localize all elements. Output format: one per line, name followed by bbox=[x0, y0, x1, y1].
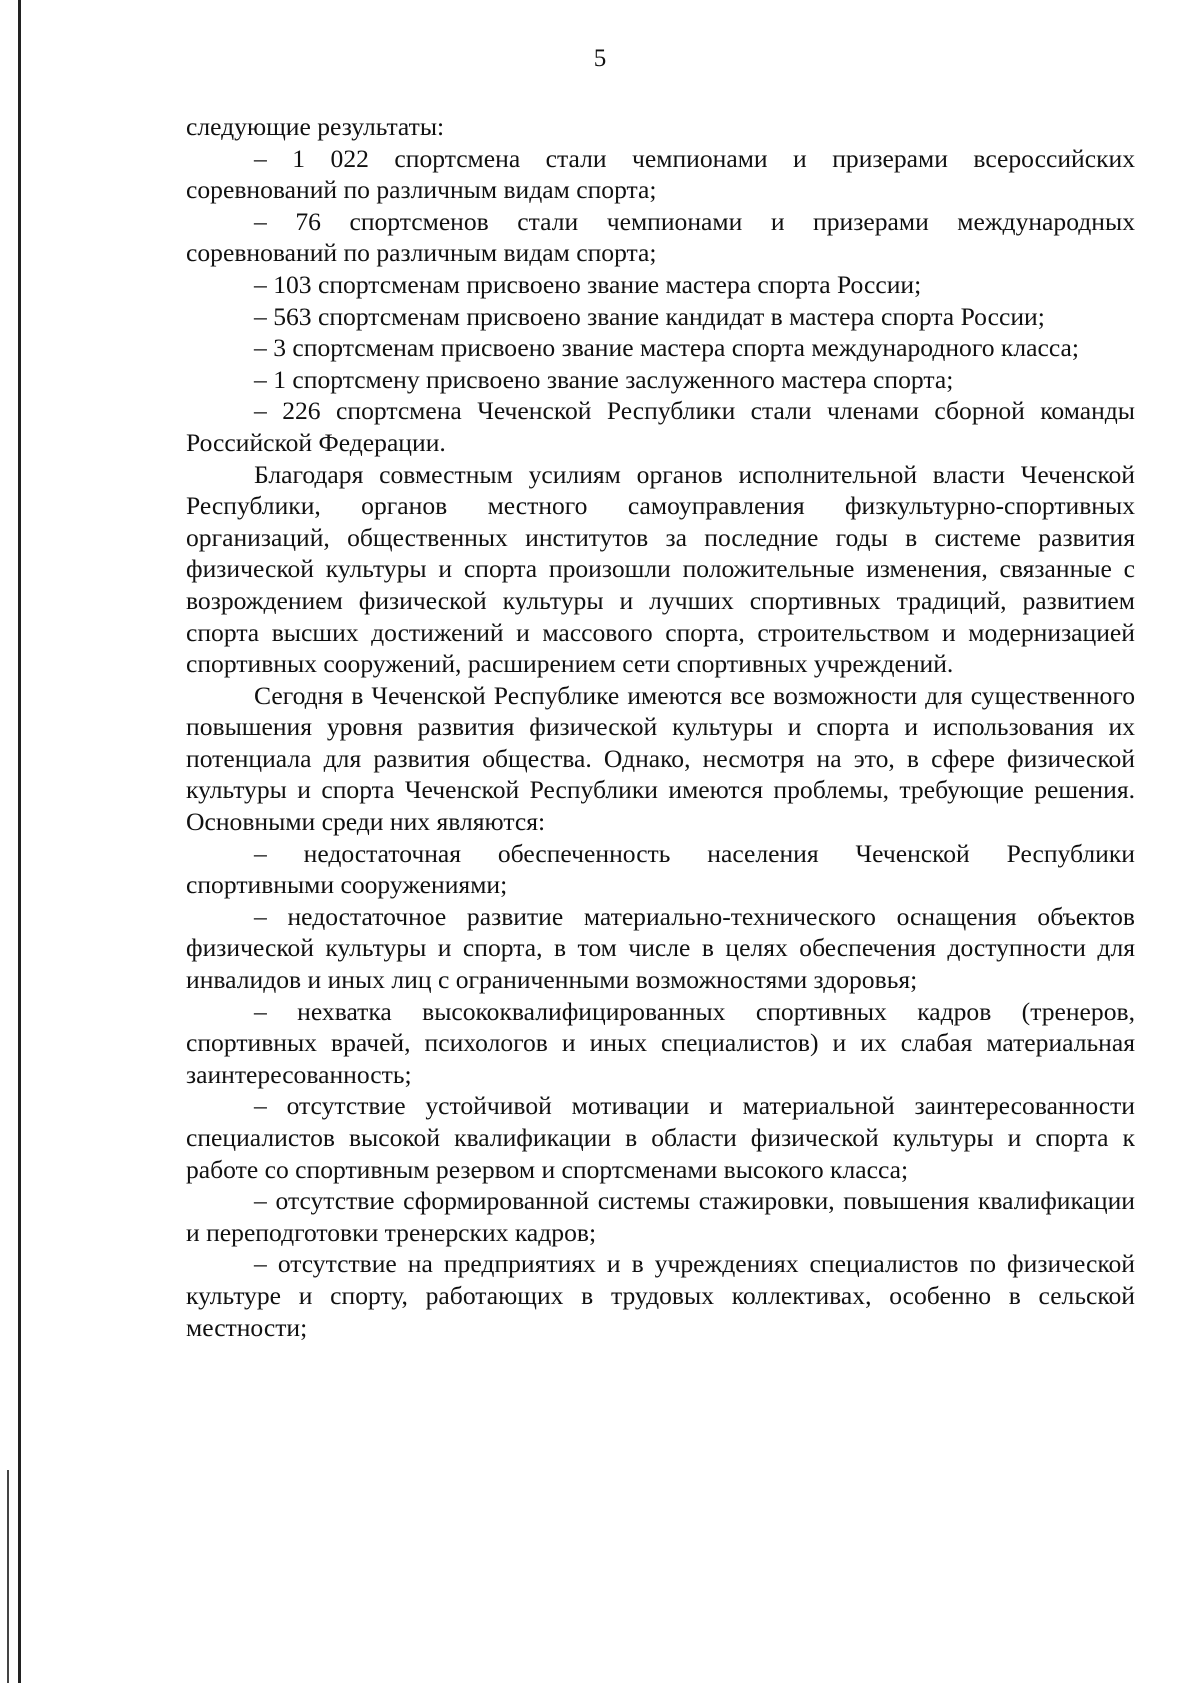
list-item: – отсутствие устойчивой мотивации и материальной заинтересованности специалистов высокой квалификации в области физической культуры и спорта к работе со спортивным резервом и спортсменами высокого класса; bbox=[186, 1091, 1135, 1184]
list-item: – отсутствие на предприятиях и в учреждениях специалистов по физической культуре и спорту, работающих в трудовых коллективах, особенно в сельской местности; bbox=[186, 1249, 1135, 1342]
list-item: – недостаточное развитие материально-технического оснащения объектов физической культуры и спорта, в том числе в целях обеспечения доступности для инвалидов и иных лиц с ограниченными возможностями здоровья; bbox=[186, 901, 1135, 995]
body-paragraph: Благодаря совместным усилиям органов исполнительной власти Чеченской Республики, органов местного самоуправления физкультурно-спортивных организаций, общественных институтов за последние годы в системе развития физической культуры и спорта произошли положительные изменения, связанные с возрождением физической культуры и лучших спортивных традиций, развитием спорта высших достижений и массового спорта, строительством и модернизацией спортивных сооружений, расширением сети спортивных учреждений. bbox=[186, 459, 1135, 679]
list-item: – 3 спортсменам присвоено звание мастера спорта международного класса; bbox=[254, 333, 1079, 363]
scan-edge-line-secondary bbox=[7, 1470, 9, 1683]
list-item: – 76 спортсменов стали чемпионами и призерами международных соревнований по различным видам спорта; bbox=[186, 206, 1135, 268]
list-item: – 226 спортсмена Чеченской Республики стали членами сборной команды Российской Федерации. bbox=[186, 396, 1135, 457]
list-item: – нехватка высококвалифицированных спортивных кадров (тренеров, спортивных врачей, психологов и иных специалистов) и их слабая материальная заинтересованность; bbox=[186, 996, 1135, 1089]
scan-edge-line bbox=[18, 0, 21, 1683]
list-item: – 1 022 спортсмена стали чемпионами и призерами всероссийских соревнований по различным видам спорта; bbox=[186, 143, 1135, 205]
list-item: – 563 спортсменам присвоено звание кандидат в мастера спорта России; bbox=[254, 301, 1045, 331]
list-item: – недостаточная обеспеченность населения Чеченской Республики спортивными сооружениями; bbox=[186, 838, 1135, 900]
body-paragraph: Сегодня в Чеченской Республике имеются все возможности для существенного повышения уровня развития физической культуры и спорта и использования их потенциала для развития общества. Однако, несмотря на это, в сфере физической культуры и спорта Чеченской Республики имеются проблемы, требующие решения. Основными среди них являются: bbox=[186, 680, 1135, 837]
list-item: – 103 спортсменам присвоено звание мастера спорта России; bbox=[254, 269, 922, 299]
document-body bbox=[186, 111, 1135, 1343]
page-number: 5 bbox=[593, 45, 607, 72]
lead-text: следующие результаты: bbox=[186, 112, 445, 141]
list-item: – 1 спортсмену присвоено звание заслуженного мастера спорта; bbox=[254, 364, 954, 394]
list-item: – отсутствие сформированной системы стажировки, повышения квалификации и переподготовки тренерских кадров; bbox=[186, 1186, 1135, 1247]
